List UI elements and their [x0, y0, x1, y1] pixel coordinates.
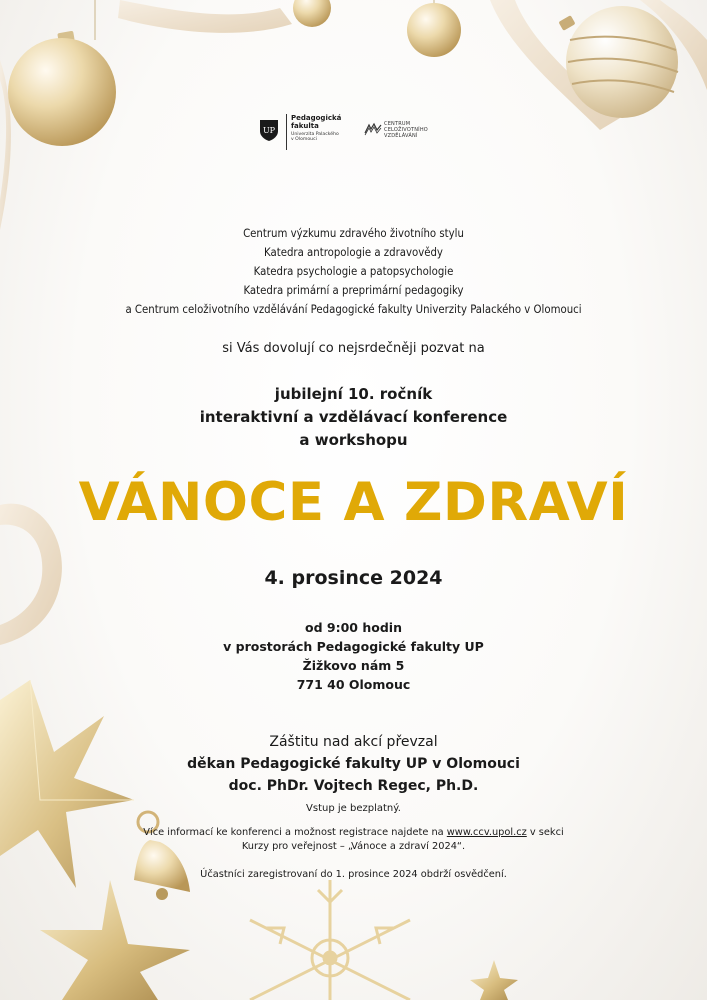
event-title: VÁNOCE A ZDRAVÍ	[78, 472, 629, 533]
gold-star-small	[470, 960, 518, 1000]
registration-section: Kurzy pro veřejnost – „Vánoce a zdraví 2024“.	[241, 841, 466, 852]
event-line: interaktivní a vzdělávací konference	[199, 408, 508, 426]
website-link[interactable]: www.ccv.upol.cz	[446, 827, 527, 838]
venue-city: 771 40 Olomouc	[296, 677, 411, 692]
ribbon-top-right	[490, 0, 707, 130]
event-venue	[0, 618, 707, 694]
admission-note: Vstup je bezplatný.	[306, 803, 401, 814]
ornament-striped-ball	[558, 6, 678, 118]
invitation-text: si Vás dovolují co nejsrdečněji pozvat na	[222, 341, 485, 356]
venue-time: od 9:00 hodin	[305, 620, 402, 635]
ccv-logo[interactable]	[364, 118, 454, 144]
organizer-line: Katedra psychologie a patopsychologie	[253, 265, 454, 278]
organizer-line: a Centrum celoživotního vzdělávání Pedagogické fakulty Univerzity Palackého v Olomouci	[125, 303, 582, 316]
more-info: Více informací ke konferenci a možnost registrace najdete na www.ccv.upol.cz v sekci Kurzy pro veřejnost – „Vánoce a zdraví 2024“.	[0, 826, 707, 854]
organizers-list	[0, 224, 707, 319]
organizer-line: Centrum výzkumu zdravého životního stylu	[243, 227, 464, 240]
up-emblem-icon	[258, 118, 280, 142]
organizer-line: Katedra antropologie a zdravovědy	[264, 246, 443, 259]
snowflake-ornament	[250, 880, 410, 1000]
gold-star-bottom	[40, 880, 190, 1000]
patron-title: děkan Pedagogické fakulty UP v Olomouci	[187, 756, 520, 772]
event-line: a workshopu	[299, 431, 408, 449]
organizer-line: Katedra primární a preprimární pedagogiky	[243, 284, 464, 297]
faculty-logo[interactable]	[256, 112, 356, 152]
venue-street: Žižkovo nám 5	[302, 658, 405, 673]
event-date: 4. prosince 2024	[264, 567, 443, 589]
faculty-name: Pedagogická fakulta	[291, 114, 342, 130]
venue-place: v prostorách Pedagogické fakulty UP	[223, 639, 484, 654]
patron-name: doc. PhDr. Vojtech Regec, Ph.D.	[228, 778, 479, 794]
ribbon-top-left	[0, 0, 292, 230]
event-line: jubilejní 10. ročník	[274, 385, 433, 403]
ccv-mark-icon	[364, 122, 382, 136]
ornament-glitter-ball	[407, 0, 461, 57]
patronage	[0, 731, 707, 797]
certificate-note: Účastníci zaregistrovaní do 1. prosince 2024 obdrží osvědčení.	[200, 869, 507, 880]
svg-text:UP: UP	[262, 126, 276, 135]
ccv-logo-text: CENTRUM CELOŽIVOTNÍHO VZDĚLÁVÁNÍ	[384, 121, 428, 139]
university-name: Univerzita Palackého v Olomouci	[291, 132, 339, 143]
event-description	[0, 383, 707, 452]
ornament-ball-top-left	[8, 0, 116, 146]
ornament-ball-small-top	[293, 0, 331, 27]
patronage-intro: Záštitu nad akcí převzal	[269, 734, 438, 750]
